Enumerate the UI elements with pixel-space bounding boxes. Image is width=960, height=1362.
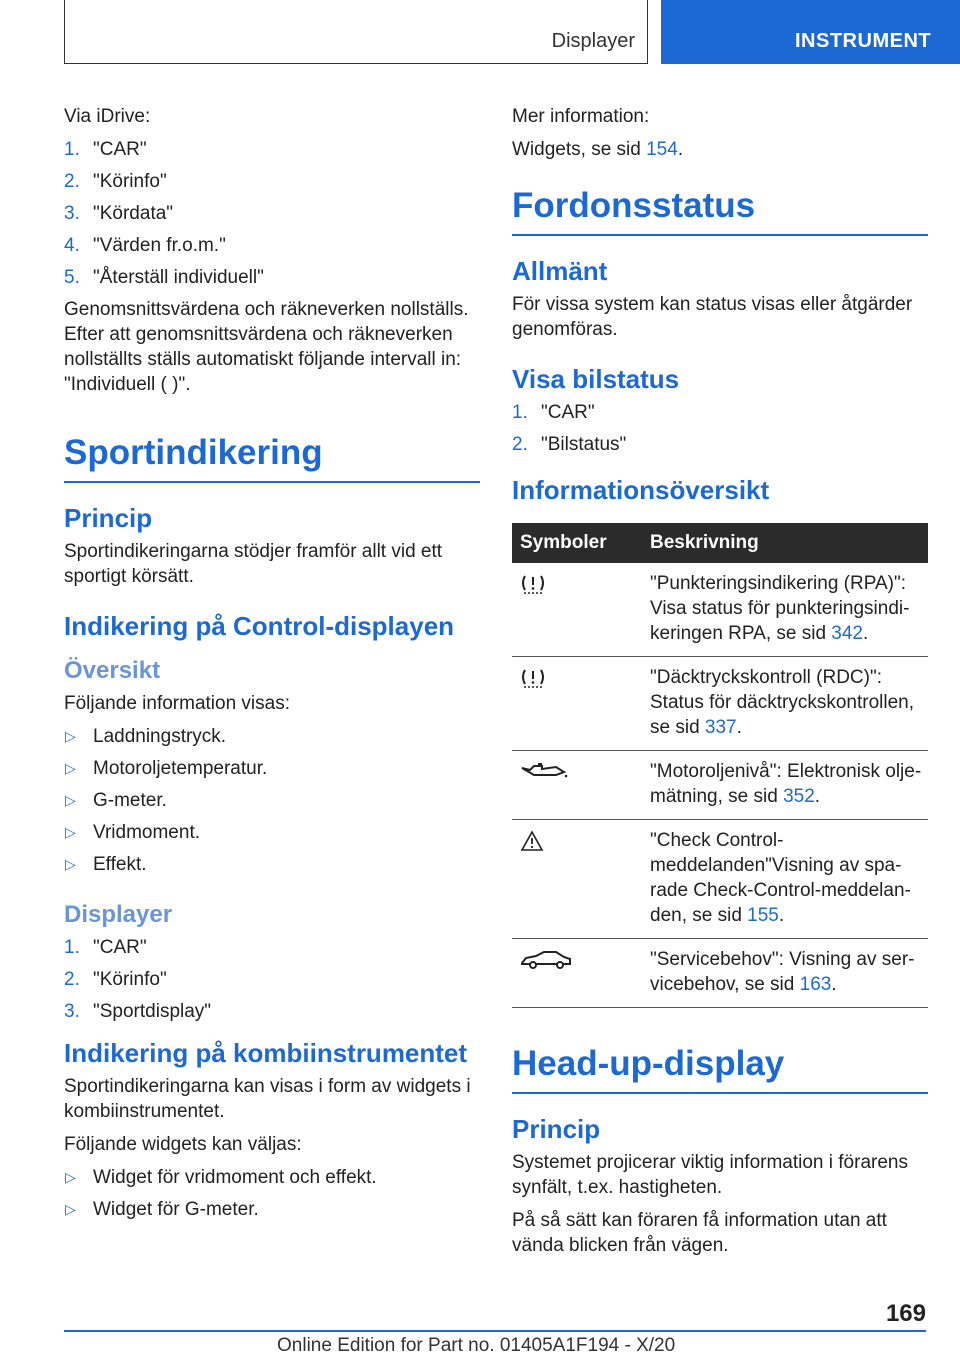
heading-fordonsstatus: Fordonsstatus xyxy=(512,184,928,236)
list-item: 2. "Körinfo" xyxy=(64,171,167,192)
tire-pressure-warning-icon xyxy=(520,667,546,696)
table-row: "Check Control-meddelanden"Visning av sparade Check-Control-meddelanden, se sid 155. xyxy=(512,820,928,939)
list-item: 2. "Bilstatus" xyxy=(512,434,627,455)
list-item: ▷ Motoroljetemperatur. xyxy=(65,758,268,779)
heading-kombiinstrument: Indikering på kombiinstrumentet xyxy=(64,1038,468,1068)
triangle-bullet-icon: ▷ xyxy=(65,1169,76,1185)
table-row: "Däcktryckskontroll (RDC)": Status för däcktryckskontrollen, se sid 337. xyxy=(512,657,928,751)
list-item: 2. "Körinfo" xyxy=(64,969,167,990)
footer-divider xyxy=(64,1330,926,1332)
heading-displayer: Displayer xyxy=(64,901,173,928)
oversikt-intro: Följande information visas: xyxy=(64,693,290,714)
heading-princip: Princip xyxy=(64,503,153,533)
list-item: ▷ Widget för vridmoment och effekt. xyxy=(65,1167,377,1188)
list-item: 1. "CAR" xyxy=(512,402,595,423)
heading-oversikt: Översikt xyxy=(64,657,161,684)
oil-can-icon xyxy=(520,761,568,788)
header-chapter-tab[interactable] xyxy=(661,0,960,64)
heading-head-up-display: Head-up-display xyxy=(512,1042,928,1094)
hud-text-1: Systemet projicerar viktig information i förarens synfält, t.ex. hastigheten. xyxy=(512,1152,908,1198)
heading-control-display: Indikering på Control-displayen xyxy=(64,611,455,641)
triangle-bullet-icon: ▷ xyxy=(65,1201,76,1217)
reset-paragraph: Genomsnittsvärdena och räkneverken nollställs. Efter att genomsnittsvärdena och räkneverken nollställts ställs automatiskt följande intervall in: "Individuell ( )". xyxy=(64,299,469,395)
oversikt-list xyxy=(64,724,480,877)
widget-list xyxy=(64,1165,480,1222)
table-row: "Punkteringsindikering (RPA)": Visa status för punkteringsindikeringen RPA, se sid 342. xyxy=(512,563,928,657)
allmant-text: För vissa system kan status visas eller åtgärder genomföras. xyxy=(512,294,913,340)
page-link[interactable]: 337 xyxy=(704,717,737,738)
list-item: 5. "Återställ individuell" xyxy=(64,267,264,288)
triangle-bullet-icon: ▷ xyxy=(65,760,76,776)
page-link[interactable]: 154 xyxy=(646,139,678,160)
list-item: 3. "Kördata" xyxy=(64,203,174,224)
triangle-bullet-icon: ▷ xyxy=(65,792,76,808)
symbol-table xyxy=(512,523,928,1008)
steps-list-bilstatus xyxy=(512,400,928,457)
table-header-description: Beskrivning xyxy=(642,523,928,563)
triangle-bullet-icon: ▷ xyxy=(65,824,76,840)
kombi-text: Sportindikeringarna kan visas i form av widgets i kombiinstrumentet. xyxy=(64,1076,471,1122)
header-chapter-label: INSTRUMENT xyxy=(795,30,932,52)
mer-info-label: Mer information: xyxy=(512,106,650,127)
list-item: 1. "CAR" xyxy=(64,937,147,958)
list-item: 3. "Sportdisplay" xyxy=(64,1001,212,1022)
table-header-symbols: Symboler xyxy=(512,523,642,563)
princip-text: Sportindikeringarna stödjer framför allt vid ett sportigt körsätt. xyxy=(64,541,443,587)
page-link[interactable]: 342 xyxy=(831,623,863,644)
page-number: 169 xyxy=(885,1300,926,1327)
page-link[interactable]: 163 xyxy=(799,974,832,995)
table-row: "Servicebehov": Visning av servicebehov, se sid 163. xyxy=(512,939,928,1008)
heading-sportindikering: Sportindikering xyxy=(64,431,480,483)
heading-princip-hud: Princip xyxy=(512,1114,601,1144)
triangle-bullet-icon: ▷ xyxy=(65,728,76,744)
page-link[interactable]: 352 xyxy=(783,786,815,807)
table-row: "Motoroljenivå": Elektronisk oljemätning, se sid 352. xyxy=(512,751,928,820)
list-item: 1. "CAR" xyxy=(64,139,147,160)
warning-triangle-icon xyxy=(520,830,544,859)
right-column xyxy=(512,104,928,1266)
widgets-intro: Följande widgets kan väljas: xyxy=(64,1134,302,1155)
list-item: ▷ Laddningstryck. xyxy=(65,726,227,747)
via-label: Via iDrive: xyxy=(64,106,151,127)
list-item: ▷ Effekt. xyxy=(65,854,147,875)
list-item: ▷ Widget för G-meter. xyxy=(65,1199,259,1220)
footer-edition: Online Edition for Part no. 01405A1F194 - X/20 xyxy=(277,1335,676,1356)
page-link[interactable]: 155 xyxy=(747,905,779,926)
heading-visa-bilstatus: Visa bilstatus xyxy=(512,364,680,394)
list-item: 4. "Värden fr.o.m." xyxy=(64,235,226,256)
triangle-bullet-icon: ▷ xyxy=(65,856,76,872)
header-section-title: Displayer xyxy=(551,30,635,52)
heading-informationsoversikt: Informationsöversikt xyxy=(512,475,770,505)
heading-allmant: Allmänt xyxy=(512,256,608,286)
widgets-reference: Widgets, se sid 154. xyxy=(512,139,684,160)
list-item: ▷ G-meter. xyxy=(65,790,167,811)
tire-pressure-warning-icon xyxy=(520,573,546,602)
steps-list-1 xyxy=(64,137,480,290)
list-item: ▷ Vridmoment. xyxy=(65,822,200,843)
left-column xyxy=(64,104,480,1229)
car-service-icon xyxy=(520,949,572,978)
hud-text-2: På så sätt kan föraren få information utan att vända blicken från vägen. xyxy=(512,1210,887,1256)
steps-list-2 xyxy=(64,935,480,1024)
